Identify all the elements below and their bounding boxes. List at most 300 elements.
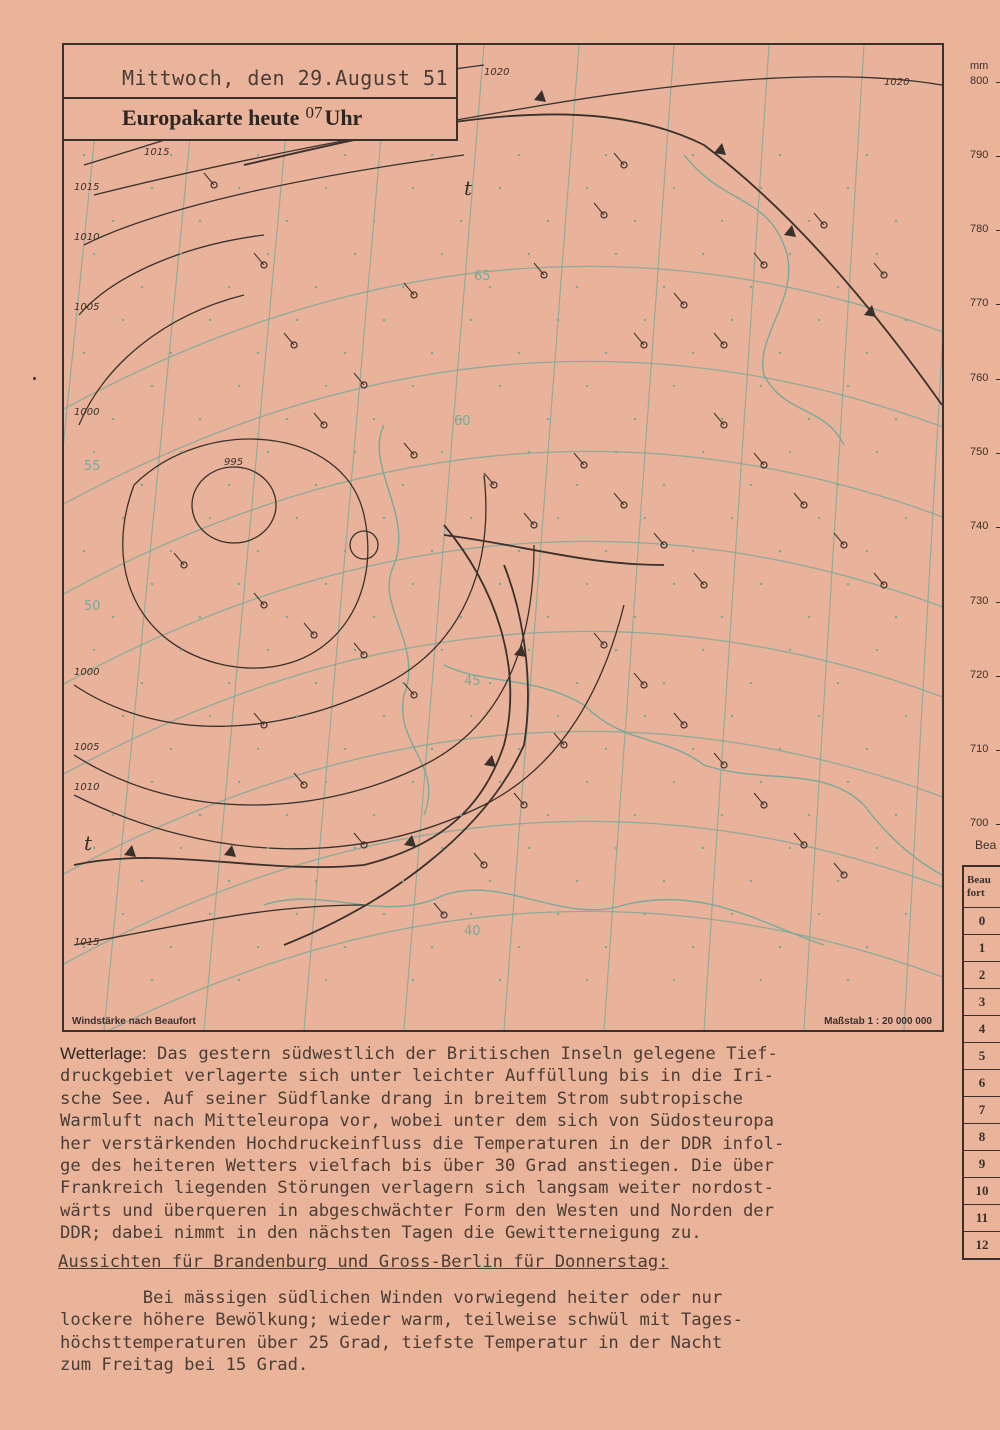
latitude-line — [64, 361, 942, 515]
grid-dot — [93, 451, 95, 453]
latitude-line — [64, 731, 942, 885]
wind-barb — [474, 853, 484, 865]
scale-tick: 750 — [970, 446, 989, 458]
grid-dot — [238, 187, 240, 189]
grid-dot — [83, 352, 85, 354]
grid-dot — [325, 781, 327, 783]
wind-barb — [834, 863, 844, 875]
margin-dot — [33, 377, 36, 380]
isobar — [74, 605, 624, 849]
grid-dot — [441, 649, 443, 651]
grid-dot — [760, 979, 762, 981]
wind-note: Windstärke nach Beaufort — [72, 1016, 196, 1027]
grid-dot — [866, 154, 868, 156]
grid-dot — [576, 484, 578, 486]
grid-dot — [296, 715, 298, 717]
grid-dot — [141, 880, 143, 882]
grid-dot — [547, 814, 549, 816]
grid-dot — [528, 649, 530, 651]
grid-dot — [760, 583, 762, 585]
beaufort-row: 6 — [963, 1070, 1000, 1097]
grid-dot — [692, 352, 694, 354]
coastline — [684, 155, 844, 445]
wind-barb — [354, 833, 364, 845]
grid-dot — [402, 484, 404, 486]
grid-dot — [557, 715, 559, 717]
grid-dot — [528, 451, 530, 453]
wind-barb — [404, 443, 414, 455]
grid-dot — [876, 253, 878, 255]
grid-dot — [325, 583, 327, 585]
grid-dot — [673, 583, 675, 585]
grid-dot — [895, 418, 897, 420]
grid-dot — [866, 946, 868, 948]
grid-dot — [344, 946, 346, 948]
grid-dot — [209, 715, 211, 717]
grid-dot — [750, 880, 752, 882]
isobar-label: 1015 — [74, 182, 100, 193]
latitude-label: 65 — [474, 269, 491, 284]
grid-dot — [895, 814, 897, 816]
grid-dot — [296, 913, 298, 915]
wind-barb — [634, 673, 644, 685]
grid-dot — [557, 517, 559, 519]
grid-dot — [731, 913, 733, 915]
grid-dot — [180, 451, 182, 453]
scale-note: Maßstab 1 : 20 000 000 — [824, 1016, 932, 1027]
grid-dot — [470, 913, 472, 915]
latitude-label: 55 — [84, 459, 101, 474]
grid-dot — [895, 220, 897, 222]
wind-barb — [634, 333, 644, 345]
grid-dot — [750, 286, 752, 288]
grid-dot — [779, 748, 781, 750]
grid-dot — [325, 385, 327, 387]
wind-barb — [534, 263, 544, 275]
latitude-line — [64, 821, 942, 975]
grid-dot — [779, 352, 781, 354]
grid-dot — [122, 517, 124, 519]
front-marker — [224, 845, 236, 857]
latitude-label: 50 — [84, 599, 101, 614]
front-label: t — [84, 831, 93, 855]
grid-dot — [673, 979, 675, 981]
grid-dot — [605, 748, 607, 750]
wind-barb — [874, 573, 884, 585]
grid-dot — [257, 550, 259, 552]
outlook-text: Bei mässigen südlichen Winden vorwiegend heiter oder nur lockere höhere Bewölkung; wieder warm, teilweise schwül mit Tages- höchsttemperaturen über 25 Grad, tiefste Temperatur in der Nacht zum Freitag bei 15 Grad. — [60, 1288, 743, 1376]
grid-dot — [605, 154, 607, 156]
wind-barb — [874, 263, 884, 275]
grid-dot — [470, 319, 472, 321]
wind-barb — [304, 623, 314, 635]
grid-dot — [847, 781, 849, 783]
beaufort-row: 0 — [963, 908, 1000, 935]
grid-dot — [905, 715, 907, 717]
front-label: t — [464, 176, 473, 200]
grid-dot — [180, 847, 182, 849]
grid-dot — [267, 253, 269, 255]
grid-dot — [373, 814, 375, 816]
grid-dot — [605, 946, 607, 948]
grid-dot — [412, 781, 414, 783]
latitude-line — [64, 451, 942, 605]
grid-dot — [180, 253, 182, 255]
wind-barb — [524, 513, 534, 525]
grid-dot — [170, 352, 172, 354]
grid-dot — [721, 418, 723, 420]
pressure-scale — [962, 55, 1000, 855]
grid-dot — [837, 682, 839, 684]
grid-dot — [460, 814, 462, 816]
grid-dot — [905, 517, 907, 519]
isobar-label: 1010 — [74, 232, 100, 243]
wetterlage-label: Wetterlage: — [60, 1044, 147, 1063]
grid-dot — [847, 187, 849, 189]
grid-dot — [518, 154, 520, 156]
wind-barb — [754, 253, 764, 265]
grid-dot — [750, 484, 752, 486]
scale-tick: 790 — [970, 149, 989, 161]
occluded-front — [74, 525, 510, 867]
grid-dot — [499, 583, 501, 585]
wetterlage-section — [60, 1043, 940, 1245]
meridian-line — [504, 45, 579, 1030]
isobar-label: 1015 — [74, 937, 100, 948]
beaufort-row: 8 — [963, 1124, 1000, 1151]
grid-dot — [441, 451, 443, 453]
grid-dot — [847, 979, 849, 981]
isobar-label: 1020 — [884, 77, 910, 88]
grid-dot — [180, 649, 182, 651]
grid-dot — [644, 517, 646, 519]
isobar-label: 1020 — [484, 67, 510, 78]
grid-dot — [402, 880, 404, 882]
grid-dot — [257, 154, 259, 156]
grid-dot — [634, 616, 636, 618]
grid-dot — [702, 451, 704, 453]
grid-dot — [615, 451, 617, 453]
grid-dot — [644, 913, 646, 915]
grid-dot — [779, 550, 781, 552]
grid-dot — [586, 781, 588, 783]
scale-tick: 720 — [970, 669, 989, 681]
grid-dot — [170, 748, 172, 750]
grid-dot — [83, 154, 85, 156]
beaufort-header: Beau fort — [963, 866, 1000, 908]
grid-dot — [199, 220, 201, 222]
grid-dot — [644, 319, 646, 321]
grid-dot — [315, 880, 317, 882]
grid-dot — [837, 286, 839, 288]
latitude-line — [64, 541, 942, 695]
meridian-line — [804, 45, 864, 1030]
meridian-line — [704, 45, 769, 1030]
wind-barb — [404, 283, 414, 295]
grid-dot — [286, 616, 288, 618]
grid-dot — [702, 253, 704, 255]
grid-dot — [460, 616, 462, 618]
grid-dot — [412, 979, 414, 981]
grid-dot — [586, 385, 588, 387]
grid-dot — [402, 682, 404, 684]
front-marker — [784, 225, 796, 237]
grid-dot — [557, 913, 559, 915]
title-divider — [64, 97, 456, 99]
grid-dot — [663, 880, 665, 882]
grid-dot — [151, 979, 153, 981]
latitude-line — [64, 631, 942, 785]
wind-barb — [794, 493, 804, 505]
wind-barb — [714, 333, 724, 345]
scale-tick: 730 — [970, 595, 989, 607]
grid-dot — [141, 682, 143, 684]
grid-dot — [557, 319, 559, 321]
grid-dot — [692, 550, 694, 552]
grid-dot — [199, 418, 201, 420]
isobar-label: 995 — [224, 457, 244, 468]
front-marker — [124, 845, 136, 857]
meridian-line — [604, 45, 674, 1030]
grid-dot — [325, 979, 327, 981]
wind-barb — [754, 453, 764, 465]
grid-dot — [644, 715, 646, 717]
map-title — [122, 105, 362, 131]
grid-dot — [257, 748, 259, 750]
isobar-label: 1010 — [74, 782, 100, 793]
scale-tick: 710 — [970, 743, 989, 755]
grid-dot — [731, 715, 733, 717]
grid-dot — [634, 418, 636, 420]
beaufort-row: 10 — [963, 1178, 1000, 1205]
grid-dot — [634, 814, 636, 816]
latitude-label: 45 — [464, 674, 481, 689]
grid-dot — [267, 847, 269, 849]
grid-dot — [837, 880, 839, 882]
wind-barb — [204, 173, 214, 185]
coastline — [379, 425, 429, 815]
front-marker — [534, 90, 546, 102]
coastline — [264, 890, 824, 945]
wetterlage-text: druckgebiet verlagerte sich unter leichter Auffüllung bis in die Iri- sche See. Auf seiner Südflanke drang in breitem Strom subtropische Warmluft nach Mitteleuropa vor, wobei unter dem sich von Südosteuropa her verstärkenden Hochdruckeinfluss die Temperaturen in der DDR infol- ge des heiteren Wetters vielfach bis über 30 Grad anstiegen. Die über Frankreich liegenden Störungen verlagern sich langsam weiter nordost- wärts und überqueren in abgeschwächter Form den Westen und Norden der DDR; dabei nimmt in den nächsten Tagen die Gewitterneigung zu. — [60, 1066, 785, 1244]
grid-dot — [576, 286, 578, 288]
low-center-isobar — [192, 467, 276, 543]
scale-tick: 700 — [970, 817, 989, 829]
grid-dot — [431, 748, 433, 750]
grid-dot — [431, 550, 433, 552]
grid-dot — [866, 748, 868, 750]
grid-dot — [721, 220, 723, 222]
latitude-label: 40 — [464, 924, 481, 939]
grid-dot — [441, 847, 443, 849]
beaufort-row: 9 — [963, 1151, 1000, 1178]
grid-dot — [199, 814, 201, 816]
isobar — [79, 295, 244, 425]
grid-dot — [847, 583, 849, 585]
front-marker — [714, 143, 726, 155]
grid-dot — [818, 517, 820, 519]
grid-dot — [315, 286, 317, 288]
grid-dot — [576, 682, 578, 684]
wetterlage-first-line: Das gestern südwestlich der Britischen Inseln gelegene Tief- — [146, 1044, 778, 1064]
grid-dot — [847, 385, 849, 387]
grid-dot — [615, 253, 617, 255]
beaufort-row: 1 — [963, 935, 1000, 962]
grid-dot — [779, 946, 781, 948]
grid-dot — [354, 451, 356, 453]
grid-dot — [895, 616, 897, 618]
grid-dot — [470, 517, 472, 519]
beaufort-row: 12 — [963, 1232, 1000, 1260]
latitude-label: 60 — [454, 414, 471, 429]
grid-dot — [866, 550, 868, 552]
weather-map — [62, 43, 944, 1032]
grid-dot — [460, 220, 462, 222]
small-low-isobar — [350, 531, 378, 559]
grid-dot — [344, 550, 346, 552]
grid-dot — [731, 319, 733, 321]
grid-dot — [518, 748, 520, 750]
grid-dot — [789, 847, 791, 849]
isobar-label: 1005 — [74, 302, 100, 313]
beaufort-row: 3 — [963, 989, 1000, 1016]
grid-dot — [151, 781, 153, 783]
grid-dot — [779, 154, 781, 156]
grid-dot — [499, 979, 501, 981]
grid-dot — [209, 913, 211, 915]
grid-dot — [373, 616, 375, 618]
grid-dot — [431, 352, 433, 354]
wind-barb — [614, 153, 624, 165]
grid-dot — [344, 352, 346, 354]
grid-dot — [354, 253, 356, 255]
grid-dot — [238, 385, 240, 387]
grid-dot — [634, 220, 636, 222]
map-date: Mittwoch, den 29.August 51 — [122, 66, 449, 90]
wind-barb — [574, 453, 584, 465]
grid-dot — [605, 550, 607, 552]
grid-dot — [170, 550, 172, 552]
grid-dot — [151, 583, 153, 585]
beaufort-row: 5 — [963, 1043, 1000, 1070]
grid-dot — [228, 880, 230, 882]
grid-dot — [663, 484, 665, 486]
wind-barb — [674, 293, 684, 305]
scale-tick: 780 — [970, 223, 989, 235]
scale-tick: 740 — [970, 520, 989, 532]
grid-dot — [905, 319, 907, 321]
grid-dot — [731, 517, 733, 519]
grid-dot — [112, 814, 114, 816]
grid-dot — [228, 484, 230, 486]
grid-dot — [267, 451, 269, 453]
grid-dot — [238, 583, 240, 585]
grid-dot — [818, 913, 820, 915]
grid-dot — [93, 649, 95, 651]
warm-front — [444, 535, 664, 565]
wind-barb — [284, 333, 294, 345]
grid-dot — [383, 319, 385, 321]
grid-dot — [818, 715, 820, 717]
grid-dot — [692, 748, 694, 750]
isobar — [74, 905, 364, 945]
grid-dot — [673, 781, 675, 783]
grid-dot — [499, 385, 501, 387]
grid-dot — [528, 847, 530, 849]
wind-barb — [814, 213, 824, 225]
meridian-line — [104, 45, 199, 1030]
grid-dot — [402, 286, 404, 288]
grid-dot — [518, 352, 520, 354]
beaufort-table — [962, 865, 1000, 1260]
grid-dot — [354, 847, 356, 849]
grid-dot — [547, 418, 549, 420]
grid-dot — [267, 649, 269, 651]
isobar-label: 1000 — [74, 667, 100, 678]
grid-dot — [122, 319, 124, 321]
isobar — [84, 155, 464, 245]
grid-dot — [383, 913, 385, 915]
grid-dot — [547, 220, 549, 222]
grid-dot — [315, 682, 317, 684]
beaufort-label: Bea — [975, 838, 997, 852]
scale-unit: mm — [970, 60, 989, 72]
meridian-line — [904, 45, 942, 1030]
grid-dot — [673, 385, 675, 387]
grid-dot — [238, 979, 240, 981]
grid-dot — [257, 352, 259, 354]
grid-dot — [141, 484, 143, 486]
grid-dot — [93, 253, 95, 255]
grid-dot — [760, 385, 762, 387]
grid-dot — [286, 418, 288, 420]
grid-dot — [383, 517, 385, 519]
grid-dot — [470, 715, 472, 717]
grid-dot — [286, 220, 288, 222]
grid-dot — [112, 418, 114, 420]
grid-dot — [344, 154, 346, 156]
grid-dot — [605, 352, 607, 354]
grid-dot — [702, 847, 704, 849]
cold-front — [284, 565, 528, 945]
grid-dot — [837, 484, 839, 486]
grid-dot — [663, 682, 665, 684]
map-title-uhr: Uhr — [324, 105, 363, 130]
grid-dot — [228, 682, 230, 684]
beaufort-row: 2 — [963, 962, 1000, 989]
grid-dot — [151, 385, 153, 387]
beaufort-row: 11 — [963, 1205, 1000, 1232]
grid-dot — [296, 319, 298, 321]
grid-dot — [818, 319, 820, 321]
wind-barb — [754, 793, 764, 805]
grid-dot — [760, 187, 762, 189]
grid-dot — [692, 946, 694, 948]
grid-dot — [431, 946, 433, 948]
grid-dot — [499, 781, 501, 783]
grid-dot — [354, 649, 356, 651]
grid-dot — [315, 484, 317, 486]
wind-barb — [484, 473, 494, 485]
isobar — [123, 439, 368, 668]
grid-dot — [808, 418, 810, 420]
grid-dot — [412, 385, 414, 387]
wind-barb — [614, 493, 624, 505]
grid-dot — [141, 286, 143, 288]
grid-dot — [750, 682, 752, 684]
grid-dot — [518, 946, 520, 948]
wind-barb — [354, 373, 364, 385]
